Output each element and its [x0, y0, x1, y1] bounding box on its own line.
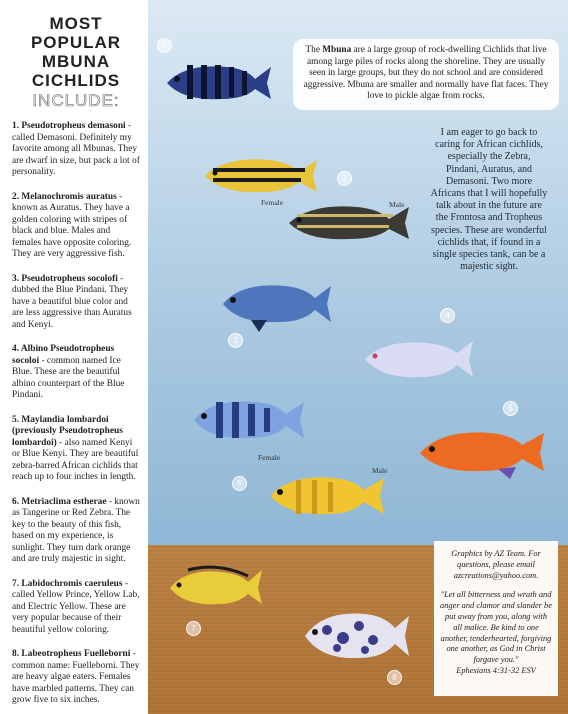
auratus-male-fish-image [287, 199, 412, 245]
title-line: POPULAR [30, 33, 122, 52]
kenyi-male-fish-image [268, 468, 386, 522]
number-marker: 4 [440, 308, 455, 323]
list-item: 4. Albino Pseudotropheus socoloi - common named Ice Blue. These are the beautiful albino counterpart of the Blue Pindani. [12, 344, 125, 400]
fuelleborni-fish-image [303, 600, 411, 672]
page-title [12, 14, 140, 90]
species-list [12, 121, 140, 707]
red-zebra-fish-image [418, 423, 546, 481]
intro-box: The Mbuna are a large group of rock-dwelling Cichlids that live among large piles of rocks along the shoreline. They are usually seen in large groups, but they do not school and are considered aggressive. Mbuna are smaller and normally have flat faces. They love to pickle algae from rocks. [293, 39, 559, 110]
female-label: Female [261, 198, 284, 207]
number-marker: 7 [186, 621, 201, 636]
ice-blue-fish-image [363, 333, 475, 383]
list-item: 8. Labeotropheus Fuelleborni - common name: Fuelleborni. They are heavy algae eaters. Females have marbled patterns. They can grow five to six inches. [12, 649, 140, 705]
title-line: MBUNA [41, 52, 111, 71]
number-marker: 6 [503, 401, 518, 416]
list-item: 1. Pseudotropheus demasoni - called Demasoni. Definitely my favorite among all Mbunas. They are dwarf in size, but pack a lot of personality. [12, 121, 140, 177]
title-line: MOST [49, 14, 103, 33]
list-item: 3. Pseudotropheus socolofi - dubbed the Blue Pindani. They have a beautiful blue color and are less aggressive than Auratus and Kenyi. [12, 273, 132, 330]
number-marker: 5 [232, 476, 247, 491]
number-marker: 8 [387, 670, 402, 685]
eager-paragraph: I am eager to go back to caring for African cichlids, especially the Zebra, Pindani, Auratus, and Demasoni. Two more Africans that I will hopefully talk about in the future are the Frontosa and Tropheus species. These are wonderful cichlids that, if found in a single species tank, can be a majestic sight. [430, 127, 548, 273]
female-label: Female [258, 453, 281, 462]
number-marker: 2 [337, 171, 352, 186]
include-heading: INCLUDE: [32, 91, 120, 110]
male-label: Male [372, 466, 388, 475]
verse-reference: Ephesians 4:31-32 ESV [456, 665, 536, 675]
male-label: Male [389, 200, 405, 209]
auratus-female-fish-image [203, 150, 321, 198]
sidebar [0, 0, 148, 714]
list-item: 7. Labidochromis caeruleus - called Yellow Prince, Yellow Lab, and Electric Yellow. These are very popular because of their beautiful yellow coloring. [12, 578, 140, 635]
list-item: 5. Maylandia lombardoi (previously Pseudotropheus lombardoi) - also named Kenyi or Blue Kenyi. They are beautiful zebra-barred African cichlids that reach up to four inches in length. [12, 414, 139, 482]
demasoni-fish-image [165, 55, 275, 110]
graphics-credit: Graphics by AZ Team. For questions, please email azcreations@yahoo.com. [451, 549, 541, 580]
list-item: 6. Metriaclima estherae - known as Tangerine or Red Zebra. The key to the beauty of this fish, based on my experience, is sunlight. They turn dark orange and are truly majestic in sight. [12, 496, 140, 564]
kenyi-female-fish-image [192, 390, 306, 452]
number-marker: 1 [157, 38, 172, 53]
yellow-lab-fish-image [168, 562, 264, 612]
list-item: 2. Melanochromis auratus - known as Auratus. They have a golden coloring with stripes of black and blue. Males and females have opposite coloring. They are very aggressive fish. [12, 191, 132, 259]
title-line: CICHLIDS [31, 71, 121, 90]
credits-box [434, 541, 558, 696]
number-marker: 3 [228, 333, 243, 348]
blue-pindani-fish-image [221, 276, 333, 334]
bible-verse: "Let all bitterness and wrath and anger and clamor and slander be put away from you, along with all malice. Be kind to one another, tenderhearted, forgiving one another, as God in Christ forgave you." [440, 590, 552, 665]
